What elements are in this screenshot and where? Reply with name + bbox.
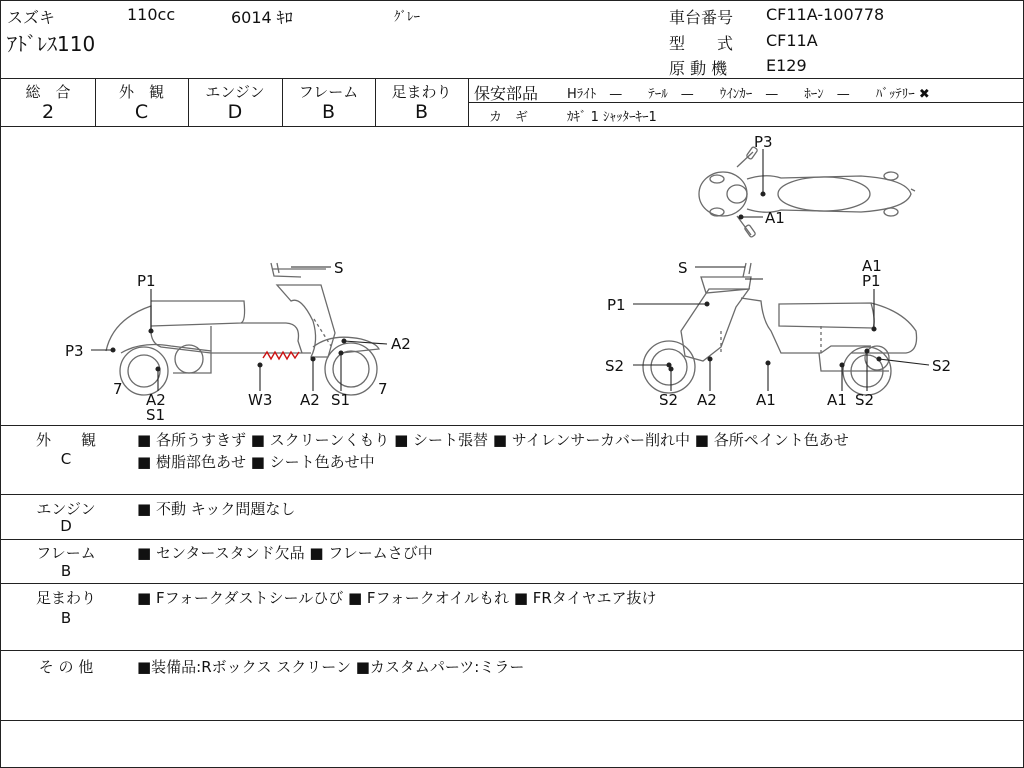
divider xyxy=(1,650,1023,651)
section-grade-suspension: B xyxy=(60,609,72,627)
section-text-exterior-2: ■ 樹脂部色あせ ■ シート色あせ中 xyxy=(137,453,375,471)
key-label: カ ギ xyxy=(489,110,529,125)
engine-label: 原 動 機 xyxy=(669,59,728,78)
rating-label-frame: フレーム xyxy=(298,83,359,101)
diagram-label: S2 xyxy=(855,391,875,409)
rating-label-overall: 総 合 xyxy=(25,83,71,101)
section-text-exterior-1: ■ 各所うすきず ■ スクリーンくもり ■ シート張替 ■ サイレンサーカバー削れ中 ■ 各所ペイント色あせ xyxy=(137,431,849,449)
section-text-frame: ■ センタースタンド欠品 ■ フレームさび中 xyxy=(137,544,433,562)
diagram-label: A1 xyxy=(862,257,882,275)
section-grade-frame: B xyxy=(60,562,72,580)
rating-value-engine: D xyxy=(227,101,243,123)
type-label: 型 式 xyxy=(669,34,734,53)
divider xyxy=(468,102,1023,103)
rating-value-overall: 2 xyxy=(41,101,55,123)
chassis-value: CF11A-100778 xyxy=(766,5,885,24)
rating-value-exterior: C xyxy=(134,101,149,123)
section-label-exterior: 外 観 xyxy=(35,431,96,449)
divider xyxy=(1,425,1023,426)
diagram-label: P1 xyxy=(137,272,156,290)
diagram-label: P1 xyxy=(862,272,881,290)
rating-label-exterior: 外 観 xyxy=(118,83,164,101)
section-grade-engine: D xyxy=(60,517,72,535)
diagram-label: S2 xyxy=(605,357,625,375)
diagram-label: P1 xyxy=(607,296,626,314)
diagram-label: S2 xyxy=(659,391,679,409)
section-text-other: ■装備品:Rボックス スクリーン ■カスタムパーツ:ミラー xyxy=(137,658,525,676)
model-name: ｱﾄﾞﾚｽ110 xyxy=(7,32,96,56)
diagram-label: S2 xyxy=(932,357,952,375)
section-text-engine: ■ 不動 キック問題なし xyxy=(137,500,296,518)
rating-value-suspension: B xyxy=(414,101,429,123)
chassis-label: 車台番号 xyxy=(669,8,734,27)
section-grade-exterior: C xyxy=(60,450,72,468)
mileage: 6014 ｷﾛ xyxy=(231,8,293,27)
diagram-label: A2 xyxy=(391,335,411,353)
divider xyxy=(1,720,1023,721)
diagram-label: 7 xyxy=(378,380,388,398)
diagram-label: S1 xyxy=(146,406,166,424)
diagram-label: A2 xyxy=(697,391,717,409)
diagram-label: A1 xyxy=(756,391,776,409)
diagram-label: A1 xyxy=(765,209,785,227)
diagram-label: S xyxy=(678,259,688,277)
diagram-label: W3 xyxy=(248,391,273,409)
diagram-label: S xyxy=(334,259,344,277)
diagram-label: P3 xyxy=(754,133,773,151)
rating-label-engine: エンジン xyxy=(205,83,265,101)
divider xyxy=(1,583,1023,584)
rating-value-frame: B xyxy=(321,101,336,123)
type-value: CF11A xyxy=(766,31,818,50)
divider xyxy=(1,539,1023,540)
diagram-label: 7 xyxy=(113,380,123,398)
diagram-label: A1 xyxy=(827,391,847,409)
rating-label-suspension: 足まわり xyxy=(391,83,452,101)
safety-label: 保安部品 xyxy=(474,84,539,103)
engine-value: E129 xyxy=(766,56,807,75)
section-label-engine: エンジン xyxy=(36,500,96,518)
diagram-label: S1 xyxy=(331,391,351,409)
maker: スズキ xyxy=(7,8,56,27)
divider xyxy=(1,78,1023,79)
section-label-suspension: 足まわり xyxy=(35,589,96,607)
section-text-suspension: ■ Fフォークダストシールひび ■ Fフォークオイルもれ ■ FRタイヤエア抜け xyxy=(137,589,657,607)
key-value: ｶｷﾞ 1 ｼｬｯﾀｰｷｰ1 xyxy=(567,110,657,125)
damage-diagram xyxy=(1,127,1023,425)
section-label-frame: フレーム xyxy=(36,544,96,562)
color: ｸﾞﾚｰ xyxy=(394,10,420,25)
section-label-other: そ の 他 xyxy=(38,658,94,676)
safety-items: Hﾗｲﾄ — ﾃｰﾙ — ｳｲﾝｶｰ — ﾎｰﾝ — ﾊﾞｯﾃﾘｰ ✖ xyxy=(567,87,930,102)
scooter-top-view xyxy=(699,146,915,237)
diagram-label: A2 xyxy=(300,391,320,409)
diagram-label: A2 xyxy=(146,391,166,409)
displacement: 110cc xyxy=(127,5,176,24)
divider xyxy=(1,494,1023,495)
diagram-label: P3 xyxy=(65,342,84,360)
